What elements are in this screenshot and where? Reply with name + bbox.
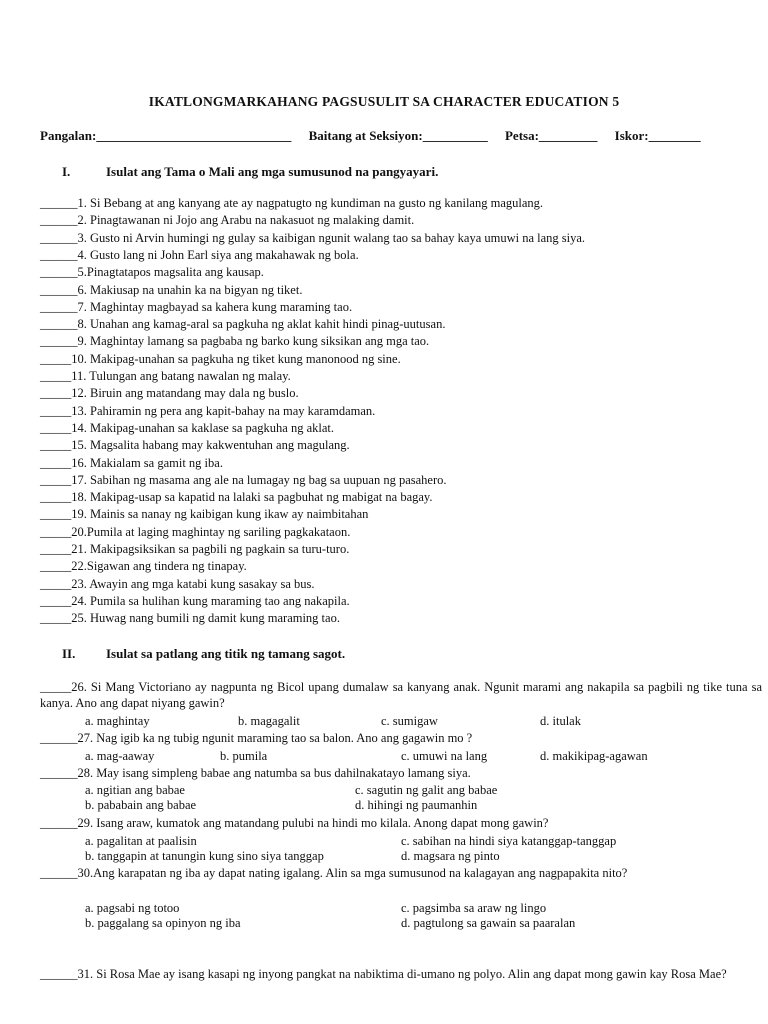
question-28: ______28. May isang simpleng babae ang natumba sa bus dahilnakatayo lamang siya. (40, 766, 471, 780)
choice-26-a: a. maghintay (85, 714, 150, 728)
choice-28-b: b. pababain ang babae (85, 798, 197, 812)
list-item: _____25. Huwag nang bumili ng damit kung maraming tao. (40, 611, 340, 626)
name-field: Pangalan:______________________________ (40, 128, 292, 143)
question-31: ______31. Si Rosa Mae ay isang kasapi ng inyong pangkat na nabiktima di-umano ng polyo. Alin ang dapat mong gawin kay Rosa Mae? (40, 967, 727, 981)
section-1-instruction: Isulat ang Tama o Mali ang mga sumusunod na pangyayari. (106, 164, 439, 179)
choice-28-d: d. hihingi ng paumanhin (355, 798, 478, 812)
choice-26-b: b. magagalit (238, 714, 300, 728)
choice-27-a: a. mag-aaway (85, 749, 155, 763)
choice-29-a: a. pagalitan at paalisin (85, 834, 197, 848)
list-item: _____13. Pahiramin ng pera ang kapit-bahay na may karamdaman. (40, 403, 376, 418)
section-1-number: I. (62, 164, 71, 179)
list-item: _____22.Sigawan ang tindera ng tinapay. (40, 559, 247, 574)
list-item: _____20.Pumila at laging maghintay ng sariling pagkakataon. (40, 524, 351, 539)
list-item: _____19. Mainis sa nanay ng kaibigan kung ikaw ay naimbitahan (40, 507, 369, 522)
grade-section-field: Baitang at Seksiyon:__________ (308, 128, 488, 143)
list-item: _____12. Biruin ang matandang may dala ng buslo. (40, 386, 299, 401)
choice-26-d: d. itulak (540, 714, 581, 728)
choice-29-c: c. sabihan na hindi siya katanggap-tanggap (401, 834, 617, 848)
list-item: _____18. Makipag-usap sa kapatid na lalaki sa pagbuhat ng mabigat na bagay. (40, 490, 433, 505)
question-26: _____26. Si Mang Victoriano ay nagpunta ng Bicol upang dumalaw sa kanyang anak. Ngunit marami ang nakapila sa pagbili ng tike tuna sa kanya. Ano ang dapat niyang gawin? (40, 680, 762, 710)
choice-30-c: c. pagsimba sa araw ng lingo (401, 901, 547, 915)
choice-27-b: b. pumila (220, 749, 268, 763)
list-item: ______7. Maghintay magbayad sa kahera kung maraming tao. (40, 299, 353, 314)
section-2-instruction: Isulat sa patlang ang titik ng tamang sagot. (106, 646, 346, 661)
list-item: ______3. Gusto ni Arvin humingi ng gulay sa kaibigan ngunit walang tao sa bahay kaya umuwi na lang siya. (40, 230, 586, 245)
score-field: Iskor:________ (614, 128, 701, 143)
choice-29-b: b. tanggapin at tanungin kung sino siya tanggap (85, 849, 324, 863)
choice-28-c: c. sagutin ng galit ang babae (355, 783, 498, 797)
choice-30-d: d. pagtulong sa gawain sa paaralan (401, 916, 576, 930)
list-item: _____11. Tulungan ang batang nawalan ng malay. (40, 369, 291, 383)
list-item: ______8. Unahan ang kamag-aral sa pagkuha ng aklat kahit hindi pinag-uutusan. (40, 317, 446, 332)
section-2-heading (62, 646, 345, 662)
choice-27-d: d. makikipag-agawan (540, 749, 648, 763)
choice-27-c: c. umuwi na lang (401, 749, 488, 763)
choice-30-a: a. pagsabi ng totoo (85, 901, 180, 915)
question-30: ______30.Ang karapatan ng iba ay dapat nating igalang. Alin sa mga sumusunod na kalagayan ang nagpapakita nito? (40, 866, 628, 880)
question-27: ______27. Nag igib ka ng tubig ngunit maraming tao sa balon. Ano ang gagawin mo ? (40, 731, 473, 745)
list-item: ______2. Pinagtawanan ni Jojo ang Arabu na nakasuot ng malaking damit. (40, 213, 415, 228)
list-item: _____17. Sabihan ng masama ang ale na lumagay ng bag sa uupuan ng pasahero. (40, 472, 447, 487)
choice-28-a: a. ngitian ang babae (85, 783, 185, 797)
page-title: IKATLONGMARKAHANG PAGSUSULIT SA CHARACTER EDUCATION 5 (148, 94, 620, 109)
question-29: ______29. Isang araw, kumatok ang matandang pulubi na hindi mo kilala. Anong dapat mong gawin? (40, 816, 549, 830)
list-item: ______6. Makiusap na unahin ka na bigyan ng tiket. (40, 282, 303, 297)
list-item: _____15. Magsalita habang may kakwentuhan ang magulang. (40, 438, 350, 453)
choice-26-c: c. sumigaw (381, 714, 438, 728)
list-item: _____14. Makipag-unahan sa kaklase sa pagkuha ng aklat. (40, 420, 335, 435)
list-item: ______9. Maghintay lamang sa pagbaba ng barko kung siksikan ang mga tao. (40, 334, 430, 349)
date-field: Petsa:_________ (504, 128, 598, 143)
list-item: ______4. Gusto lang ni John Earl siya ang makahawak ng bola. (40, 247, 359, 262)
student-info-line (40, 128, 740, 144)
list-item: ______5.Pinagtatapos magsalita ang kausap. (40, 265, 264, 280)
list-item: _____24. Pumila sa hulihan kung maraming tao ang nakapila. (40, 593, 350, 608)
section-2-number: II. (62, 646, 76, 661)
list-item: _____10. Makipag-unahan sa pagkuha ng tiket kung manonood ng sine. (40, 351, 401, 366)
list-item: _____23. Awayin ang mga katabi kung sasakay sa bus. (40, 576, 315, 591)
list-item: ______1. Si Bebang at ang kanyang ate ay nagpatugto ng kundiman na gusto ng kanilang magulang. (40, 196, 544, 210)
section-1-heading (62, 164, 438, 180)
choice-29-d: d. magsara ng pinto (401, 849, 500, 863)
list-item: _____16. Makialam sa gamit ng iba. (40, 455, 223, 470)
list-item: _____21. Makipagsiksikan sa pagbili ng pagkain sa turu-turo. (40, 542, 350, 556)
choice-30-b: b. paggalang sa opinyon ng iba (85, 916, 241, 930)
